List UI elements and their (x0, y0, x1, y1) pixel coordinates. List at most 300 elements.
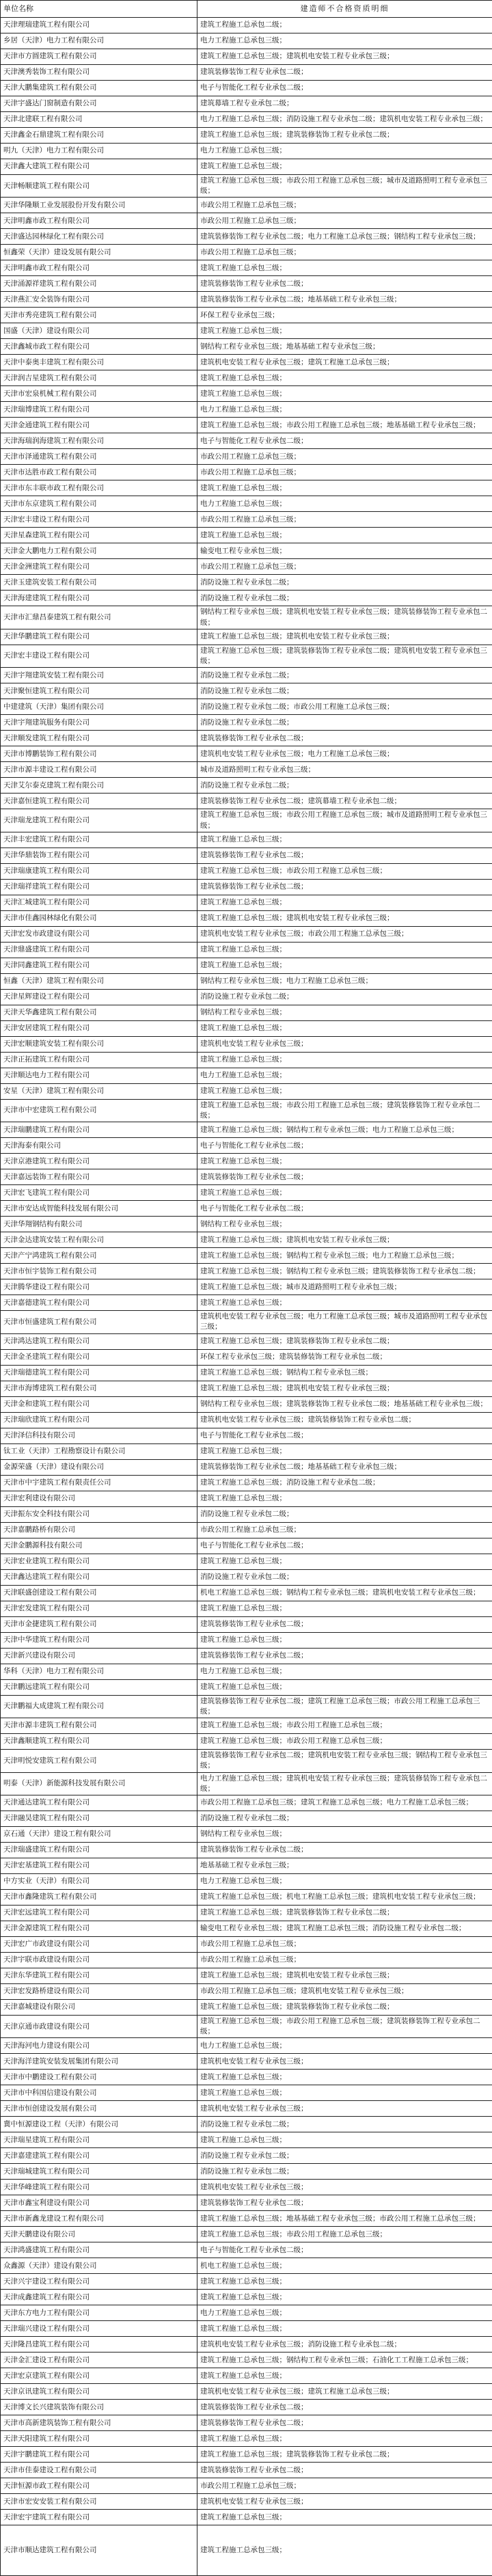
table-row (1, 2117, 492, 2132)
table-row (1, 2525, 492, 2576)
qualification-detail-cell: 建筑机电安装工程专业承包三级； (197, 2494, 492, 2510)
qualification-detail-cell: 建筑工程施工总承包三级； (197, 260, 492, 276)
table-row (1, 645, 492, 667)
qualification-detail-cell: 建筑装修装饰工程专业承包二级； (197, 2195, 492, 2211)
company-name-cell: 天津汇城建筑工程有限公司 (1, 895, 197, 910)
qualification-detail-cell: 建筑幕墙工程专业承包二级； (197, 96, 492, 112)
table-row (1, 1718, 492, 1734)
qualification-detail-cell: 输变电工程专业承包三级； (197, 543, 492, 559)
qualification-detail-cell: 建筑装修装饰工程专业承包二级； (197, 2415, 492, 2431)
company-name-cell: 国盛（天津）建设有限公司 (1, 323, 197, 339)
company-name-cell: 天津金达建筑安装工程有限公司 (1, 1232, 197, 1248)
table-row (1, 1554, 492, 1569)
table-row (1, 1295, 492, 1311)
table-row (1, 2494, 492, 2510)
qualification-detail-cell: 建筑工程施工总承包三级； (197, 1052, 492, 1068)
table-row (1, 2211, 492, 2227)
table-row (1, 213, 492, 229)
table-row (1, 794, 492, 809)
qualification-detail-cell: 建筑工程施工总承包三级；建筑装修装饰工程专业承包二级； (197, 2447, 492, 2463)
company-name-cell: 天津华鼎装饰工程有限公司 (1, 848, 197, 863)
table-row (1, 33, 492, 49)
company-name-cell: 天津金鹏源科技有限公司 (1, 1538, 197, 1554)
table-row (1, 2447, 492, 2463)
company-name-cell: 众鑫源（天津）建设有限公司 (1, 2258, 197, 2274)
table-row (1, 2227, 492, 2242)
table-row (1, 1679, 492, 1695)
company-name-cell: 天津成鑫建筑工程有限公司 (1, 2290, 197, 2305)
company-name-cell: 天津华鹏建筑工程有限公司 (1, 629, 197, 645)
company-name-cell: 天津市汇鼎昌泰建筑工程有限公司 (1, 606, 197, 629)
table-row (1, 1601, 492, 1616)
qualification-detail-cell: 建筑工程施工总承包三级； (197, 1154, 492, 1169)
table-row (1, 683, 492, 699)
qualification-detail-cell: 电子与智能化工程专业承包二级； (197, 1138, 492, 1154)
qualification-detail-cell: 电子与智能化工程专业承包二级； (197, 2242, 492, 2258)
table-row (1, 543, 492, 559)
table-row (1, 1036, 492, 1052)
table-row (1, 308, 492, 323)
company-name-cell: 天津北建联工程有限公司 (1, 112, 197, 128)
table-row (1, 848, 492, 863)
company-name-cell: 天津嘉城建设有限公司 (1, 1999, 197, 2015)
table-row (1, 1664, 492, 1679)
table-row (1, 879, 492, 895)
qualification-detail-cell: 建筑工程施工总承包三级； (197, 2510, 492, 2525)
qualification-detail-cell: 建筑工程施工总承包三级； (197, 1083, 492, 1099)
qualification-detail-cell: 建筑工程施工总承包三级；建筑装修装饰工程专业承包二级； (197, 1905, 492, 1921)
table-row (1, 245, 492, 260)
company-name-cell: 天津瑞星建筑工程有限公司 (1, 2132, 197, 2148)
company-name-cell: 天津宏发建筑工程有限公司 (1, 1601, 197, 1616)
qualification-detail-cell: 建筑装修装饰工程专业承包二级； (197, 731, 492, 746)
company-name-cell: 天津宏顺建筑安装工程有限公司 (1, 1036, 197, 1052)
qualification-detail-cell: 建筑装修装饰工程专业承包二级； (197, 1169, 492, 1185)
table-row (1, 1279, 492, 1295)
qualification-detail-cell: 电力工程施工总承包三级； (197, 1873, 492, 1889)
qualification-detail-cell: 消防设施工程专业承包二级； (197, 2148, 492, 2164)
qualification-detail-cell: 建筑工程施工总承包三级； (197, 2070, 492, 2085)
company-name-cell: 天津盛达园林绿化工程有限公司 (1, 229, 197, 245)
table-row (1, 1750, 492, 1772)
qualification-detail-cell: 建筑工程施工总承包三级；钢结构工程专业承包三级； (197, 1365, 492, 1381)
company-name-cell: 天津丰宏建筑工程有限公司 (1, 832, 197, 848)
table-row (1, 386, 492, 402)
company-name-cell: 恒鑫荣（天津）建设发展有限公司 (1, 245, 197, 260)
table-row (1, 731, 492, 746)
company-name-cell: 天津东华建筑工程有限公司 (1, 1968, 197, 1983)
table-row (1, 2258, 492, 2274)
qualification-detail-cell: 建筑工程施工总承包三级； (197, 2321, 492, 2337)
qualification-detail-cell: 建筑工程施工总承包三级； (197, 2274, 492, 2290)
company-name-cell: 天津涌源祥建筑工程有限公司 (1, 276, 197, 292)
table-row (1, 1201, 492, 1217)
qualification-detail-cell: 建筑工程施工总承包三级；建筑机电安装工程专业承包三级； (197, 1381, 492, 1396)
company-name-cell: 天津市恒宇装饰工程有限公司 (1, 1264, 197, 1279)
qualification-detail-cell: 钢结构工程专业承包三级；电力工程施工总承包三级； (197, 973, 492, 989)
table-row (1, 958, 492, 973)
qualification-detail-cell: 建筑装修装饰工程专业承包二级；地基基础工程专业承包三级； (197, 1459, 492, 1475)
company-name-cell: 天津正拓建筑工程有限公司 (1, 1052, 197, 1068)
qualification-detail-cell: 建筑工程施工总承包三级；建筑装修装饰工程专业承包二级；建筑机电安装工程专业承包三级； (197, 645, 492, 667)
company-name-cell: 天津宇盛达门窗制造有限公司 (1, 96, 197, 112)
company-name-cell: 天津宏发市政建设有限公司 (1, 926, 197, 942)
company-name-cell: 天津金源建筑工程有限公司 (1, 1921, 197, 1936)
company-name-cell: 天津市中科国信建设有限公司 (1, 2085, 197, 2101)
qualification-detail-cell: 输变电工程专业承包三级；建筑工程施工总承包三级；消防设施工程专业承包二级； (197, 1921, 492, 1936)
table-row (1, 989, 492, 1005)
company-name-cell: 天津大鹏集建筑工程有限公司 (1, 81, 197, 96)
qualification-detail-cell: 建筑装修装饰工程专业承包二级； (197, 879, 492, 895)
qualification-detail-cell: 消防设施工程专业承包二级； (197, 591, 492, 606)
qualification-detail-cell: 市政公用工程施工总承包三级； (197, 1936, 492, 1952)
table-row (1, 2148, 492, 2164)
table-row (1, 715, 492, 731)
qualification-detail-cell: 建筑工程施工总承包三级；建筑装修装饰工程专业承包二级； (197, 1333, 492, 1349)
qualification-detail-cell: 消防设施工程专业承包二级； (197, 778, 492, 794)
table-row (1, 1842, 492, 1858)
company-name-cell: 天津华隆顺工业发展股份开发有限公司 (1, 198, 197, 213)
qualification-detail-cell: 建筑机电安装工程专业承包三级； (197, 2180, 492, 2195)
table-row (1, 942, 492, 958)
company-name-cell: 天津瑞德建筑工程有限公司 (1, 1365, 197, 1381)
company-name-cell: 天津星森建筑工程有限公司 (1, 528, 197, 543)
company-name-cell: 天津聚恒建筑工程有限公司 (1, 683, 197, 699)
qualification-detail-cell: 建筑工程施工总承包二级； (197, 18, 492, 33)
table-row (1, 1538, 492, 1554)
company-name-cell: 天津宇翔建筑服务有限公司 (1, 715, 197, 731)
qualification-detail-cell: 建筑工程施工总承包三级； (197, 942, 492, 958)
table-row (1, 1952, 492, 1968)
qualification-detail-cell: 市政公用工程施工总承包三级； (197, 213, 492, 229)
company-name-cell: 天津澳秀装饰工程有限公司 (1, 65, 197, 81)
table-row (1, 1248, 492, 1264)
company-name-cell: 天津瑞盛建筑工程有限公司 (1, 1842, 197, 1858)
table-row (1, 1983, 492, 1999)
table-row (1, 323, 492, 339)
qualification-detail-cell: 市政公用工程施工总承包三级；建筑机电安装工程专业承包三级； (197, 1983, 492, 1999)
company-name-cell: 天津宏利建设有限公司 (1, 1491, 197, 1506)
qualification-detail-cell: 建筑机电安装工程专业承包三级；建筑工程施工总承包三级； (197, 355, 492, 370)
table-row (1, 1772, 492, 1795)
qualification-detail-cell: 消防设施工程专业承包二级； (197, 2164, 492, 2180)
table-row (1, 1428, 492, 1443)
qualification-detail-cell: 市政公用工程施工总承包三级； (197, 2478, 492, 2494)
company-name-cell: 天津市安达成智能科技发展有限公司 (1, 1201, 197, 1217)
company-name-cell: 天津海洋建筑安装发展集团有限公司 (1, 2054, 197, 2070)
table-row (1, 528, 492, 543)
company-name-cell: 天津腾华建设工程有限公司 (1, 1279, 197, 1295)
qualification-detail-cell: 电子与智能化工程专业承包二级； (197, 1538, 492, 1554)
company-name-cell: 天津安居建筑工程有限公司 (1, 1020, 197, 1036)
table-row (1, 926, 492, 942)
table-row (1, 1099, 492, 1122)
company-name-cell: 天津市鑫宝利建设有限公司 (1, 2195, 197, 2211)
company-name-cell: 天津市东京建筑工程有限公司 (1, 496, 197, 512)
company-name-cell: 天津宏飞建筑工程有限公司 (1, 1185, 197, 1201)
qualification-detail-cell: 建筑工程施工总承包三级；市政公用工程施工总承包三级；城市及道路照明工程专业承包三级； (197, 175, 492, 198)
qualification-detail-cell: 地基基础工程专业承包三级； (197, 1858, 492, 1873)
table-row (1, 606, 492, 629)
company-name-cell: 天津市秀亮建筑工程有限公司 (1, 308, 197, 323)
company-name-cell: 天津鼎盛建筑工程有限公司 (1, 942, 197, 958)
company-name-cell: 天津中华建筑工程有限公司 (1, 1632, 197, 1648)
qualification-detail-cell: 消防设施工程专业承包二级； (197, 668, 492, 683)
company-name-cell: 天津明悦安建筑工程有限公司 (1, 1750, 197, 1772)
company-name-cell: 天津瑞兴建设工程有限公司 (1, 2321, 197, 2337)
table-row (1, 2038, 492, 2054)
qualification-detail-cell: 建筑机电安装工程专业承包三级；电力工程施工总承包三级； (197, 746, 492, 762)
company-name-cell: 天津明鑫市政工程有限公司 (1, 260, 197, 276)
company-name-cell: 天津市东丰联市政工程有限公司 (1, 480, 197, 496)
qualification-detail-cell: 建筑工程施工总承包三级； (197, 2525, 492, 2576)
qualification-detail-cell: 消防设施工程专业承包二级； (197, 1811, 492, 1826)
company-name-cell: 天津市恒创建设发展有限公司 (1, 2101, 197, 2117)
qualification-detail-cell: 市政公用工程施工总承包三级； (197, 198, 492, 213)
qualification-detail-cell: 消防设施工程专业承包二级； (197, 1506, 492, 1522)
company-name-cell: 天津顺发建筑工程有限公司 (1, 731, 197, 746)
company-name-cell: 天津华峰建筑工程有限公司 (1, 2180, 197, 2195)
qualification-detail-cell: 电力工程施工总承包三级；建筑机电安装工程专业承包三级；建筑装修装饰工程专业承包二级； (197, 1772, 492, 1795)
company-name-cell: 天津市高新建筑装饰工程有限公司 (1, 2415, 197, 2431)
qualification-detail-cell: 建筑工程施工总承包三级；建筑机电安装工程专业承包三级； (197, 910, 492, 926)
table-row (1, 1349, 492, 1365)
company-name-cell: 中建建筑（天津）集团有限公司 (1, 699, 197, 715)
qualification-detail-cell: 建筑装修装饰工程专业承包二级； (197, 848, 492, 863)
table-row (1, 1569, 492, 1585)
company-name-cell: 天津畅顺建筑工程有限公司 (1, 175, 197, 198)
qualification-detail-cell: 城市及道路照明工程专业承包三级； (197, 762, 492, 778)
company-name-cell: 天津金洲建筑工程有限公司 (1, 559, 197, 575)
company-name-cell: 天津金汇建设工程有限公司 (1, 2353, 197, 2368)
company-name-cell: 金源荣盛（天津）建设有限公司 (1, 1459, 197, 1475)
company-name-cell: 天津华翔钢结构有限公司 (1, 1217, 197, 1232)
table-row (1, 1905, 492, 1921)
table-row (1, 1506, 492, 1522)
table-row (1, 1522, 492, 1538)
table-row (1, 128, 492, 144)
table-row (1, 2054, 492, 2070)
qualification-detail-cell: 市政公用工程施工总承包三级； (197, 449, 492, 465)
qualification-detail-cell: 钢结构工程专业承包三级；建筑机电安装工程专业承包三级；建筑装修装饰工程专业承包二级； (197, 606, 492, 629)
qualification-detail-cell: 建筑工程施工总承包三级； (197, 958, 492, 973)
table-row (1, 1616, 492, 1632)
company-name-cell: 天津博文长兴建筑装饰有限公司 (1, 2400, 197, 2415)
company-name-cell: 天津宏丰建设工程有限公司 (1, 645, 197, 667)
company-name-cell: 冀中恒源建设工程（天津）有限公司 (1, 2117, 197, 2132)
table-row (1, 2400, 492, 2415)
table-row (1, 895, 492, 910)
qualification-detail-cell: 建筑装修装饰工程专业承包二级；建筑工程施工总承包三级；市政公用工程施工总承包三级； (197, 1695, 492, 1718)
table-row (1, 355, 492, 370)
qualification-detail-cell: 钢结构工程专业承包三级； (197, 1217, 492, 1232)
company-name-cell: 天津市鑫隆建筑工程有限公司 (1, 1889, 197, 1905)
company-name-cell: 天津明鑫市政工程有限公司 (1, 213, 197, 229)
qualification-detail-cell: 建筑工程施工总承包三级； (197, 2085, 492, 2101)
company-name-cell: 天津海瑞润海建筑工程有限公司 (1, 433, 197, 449)
table-row (1, 112, 492, 128)
company-name-cell: 明泰（天津）新能源科技发展有限公司 (1, 1772, 197, 1795)
qualification-detail-cell: 市政公用工程施工总承包三级；建筑工程施工总承包三级；电力工程施工总承包三级； (197, 1795, 492, 1811)
company-name-cell: 天津市宏泉机械工程有限公司 (1, 386, 197, 402)
qualification-detail-cell: 建筑工程施工总承包三级；市政公用工程施工总承包三级； (197, 863, 492, 879)
table-row (1, 339, 492, 355)
table-row (1, 2070, 492, 2085)
qualification-detail-cell: 建筑工程施工总承包三级；市政公用工程施工总承包三级；建筑装修装饰工程专业承包二级； (197, 1099, 492, 1122)
table-row (1, 1169, 492, 1185)
table-row (1, 2195, 492, 2211)
qualification-detail-cell: 建筑工程施工总承包三级； (197, 895, 492, 910)
qualification-detail-cell: 建筑工程施工总承包三级；市政公用工程施工总承包三级； (197, 1734, 492, 1750)
table-row (1, 832, 492, 848)
qualification-detail-cell: 建筑装修装饰工程专业承包二级； (197, 276, 492, 292)
table-row (1, 1068, 492, 1083)
company-name-cell: 天津隆昌建筑工程有限公司 (1, 2337, 197, 2353)
table-row (1, 1858, 492, 1873)
table-row (1, 1459, 492, 1475)
table-row (1, 49, 492, 65)
table-row (1, 1795, 492, 1811)
qualification-detail-cell: 建筑工程施工总承包三级； (197, 2132, 492, 2148)
qualification-detail-cell: 建筑工程施工总承包三级；市政公用工程施工总承包三级；城市及道路照明工程专业承包三级； (197, 809, 492, 832)
qualification-detail-cell: 建筑机电安装工程专业承包三级；建筑工程施工总承包三级； (197, 2384, 492, 2400)
company-name-cell: 天津市新鑫龙建设工程有限公司 (1, 2211, 197, 2227)
qualification-detail-cell: 市政公用工程施工总承包三级； (197, 512, 492, 528)
table-row (1, 2368, 492, 2384)
table-row (1, 2305, 492, 2321)
table-row (1, 746, 492, 762)
table-row (1, 2510, 492, 2525)
table-row (1, 2415, 492, 2431)
table-row (1, 2384, 492, 2400)
qualification-detail-cell: 建筑装修装饰工程专业承包二级； (197, 65, 492, 81)
qualification-detail-cell: 建筑机电安装工程专业承包三级； (197, 2054, 492, 2070)
table-row (1, 778, 492, 794)
qualification-detail-cell: 建筑装修装饰工程专业承包二级；地基基础工程专业承包三级； (197, 292, 492, 308)
qualification-detail-cell: 电子与智能化工程专业承包二级； (197, 81, 492, 96)
company-name-cell: 天津鑫达建筑工程有限公司 (1, 1569, 197, 1585)
qualification-detail-cell: 建筑工程施工总承包三级；建筑装修装饰工程专业承包二级； (197, 128, 492, 144)
company-name-cell: 天津瑞康建筑工程有限公司 (1, 863, 197, 879)
table-row (1, 1648, 492, 1664)
header-unqualified-details: 建造师不合格资质明细 (197, 1, 492, 18)
company-name-cell: 天津宇翔建筑安装工程有限公司 (1, 668, 197, 683)
qualification-detail-cell: 建筑工程施工总承包三级； (197, 370, 492, 386)
table-row (1, 2242, 492, 2258)
table-row (1, 1264, 492, 1279)
company-name-cell: 安星（天津）建筑工程有限公司 (1, 1083, 197, 1099)
qualification-detail-cell: 钢结构工程专业承包三级； (197, 1826, 492, 1842)
company-name-cell: 天津鹏福大成建筑工程有限公司 (1, 1695, 197, 1718)
qualification-detail-cell: 市政公用工程施工总承包三级； (197, 245, 492, 260)
table-row (1, 449, 492, 465)
table-row (1, 699, 492, 715)
qualification-detail-cell: 建筑工程施工总承包三级；市政公用工程施工总承包三级；建筑装修装饰工程专业承包二级； (197, 2015, 492, 2037)
company-name-cell: 天津市达胜市政工程有限公司 (1, 465, 197, 480)
qualification-detail-cell: 建筑工程施工总承包三级； (197, 528, 492, 543)
company-name-cell: 天津鸿盛建筑工程有限公司 (1, 2242, 197, 2258)
table-row (1, 2101, 492, 2117)
qualification-detail-cell: 建筑工程施工总承包三级； (197, 2290, 492, 2305)
qualification-detail-cell: 建筑工程施工总承包三级； (197, 159, 492, 175)
qualification-detail-cell: 电子与智能化工程专业承包二级； (197, 1428, 492, 1443)
table-row (1, 809, 492, 832)
qualification-detail-cell: 钢结构工程专业承包三级； (197, 1005, 492, 1020)
company-name-cell: 天津宏广市政建设有限公司 (1, 1936, 197, 1952)
table-row (1, 2164, 492, 2180)
qualification-detail-cell: 建筑机电安装工程专业承包三级；市政公用工程施工总承包三级； (197, 926, 492, 942)
qualification-detail-cell: 建筑装修装饰工程专业承包二级； (197, 1648, 492, 1664)
table-body (1, 18, 492, 2576)
header-company-name: 单位名称 (1, 1, 197, 18)
table-row (1, 2015, 492, 2037)
company-name-cell: 天津顺达电力工程有限公司 (1, 1068, 197, 1083)
company-name-cell: 天津宏发路桥建设有限公司 (1, 1983, 197, 1999)
qualification-detail-cell: 建筑工程施工总承包三级； (197, 1020, 492, 1036)
company-name-cell: 天津市博鹏装饰工程有限公司 (1, 746, 197, 762)
company-name-cell: 天津鹏远建筑工程有限公司 (1, 1679, 197, 1695)
table-row (1, 2274, 492, 2290)
qualification-detail-cell: 建筑工程施工总承包三级； (197, 1295, 492, 1311)
company-name-cell: 天津京讯建筑工程有限公司 (1, 2384, 197, 2400)
table-row (1, 292, 492, 308)
company-name-cell: 天津市顺达建筑工程有限公司 (1, 2525, 197, 2576)
company-name-cell: 天津嘉远装饰工程有限公司 (1, 1169, 197, 1185)
company-name-cell: 天津兴宇建设工程有限公司 (1, 2274, 197, 2290)
table-header-row (1, 1, 492, 18)
table-row (1, 1185, 492, 1201)
company-name-cell: 中方实业（天津）有限公司 (1, 1873, 197, 1889)
company-name-cell: 天津市中鹏建设工程有限公司 (1, 2070, 197, 2085)
qualification-detail-cell: 建筑工程施工总承包三级；建筑机电安装工程专业承包三级； (197, 49, 492, 65)
table-row (1, 260, 492, 276)
company-name-cell: 天津市源丰建设工程有限公司 (1, 762, 197, 778)
qualification-detail-cell: 建筑工程施工总承包三级；建筑机电安装工程专业承包三级； (197, 629, 492, 645)
table-row (1, 973, 492, 989)
company-name-cell: 天津天华鑫建筑工程有限公司 (1, 1005, 197, 1020)
table-row (1, 1889, 492, 1905)
qualification-detail-cell: 建筑机电安装工程专业承包三级； (197, 2101, 492, 2117)
table-row (1, 1217, 492, 1232)
company-name-cell: 天津鑫金石鼎建筑工程有限公司 (1, 128, 197, 144)
qualification-detail-cell: 建筑装修装饰工程专业承包二级； (197, 1842, 492, 1858)
qualification-detail-cell: 建筑工程施工总承包三级； (197, 1632, 492, 1648)
qualification-detail-cell: 消防设施工程专业承包二级； (197, 683, 492, 699)
table-row (1, 276, 492, 292)
qualification-detail-cell: 市政公用工程施工总承包三级； (197, 1952, 492, 1968)
company-name-cell: 天津市恒盛建筑工程有限公司 (1, 1311, 197, 1333)
qualification-detail-cell: 建筑机电安装工程专业承包三级；建筑装修装饰工程专业承包二级； (197, 1412, 492, 1428)
company-name-cell: 天津联盛创建设工程有限公司 (1, 1585, 197, 1601)
table-row (1, 1491, 492, 1506)
qualification-detail-cell: 建筑工程施工总承包三级； (197, 2368, 492, 2384)
company-name-cell: 天津市泽通建筑工程有限公司 (1, 449, 197, 465)
table-row (1, 1734, 492, 1750)
table-row (1, 2478, 492, 2494)
qualification-detail-cell: 建筑工程施工总承包三级；市政公用工程施工总承包三级； (197, 2227, 492, 2242)
table-row (1, 159, 492, 175)
qualification-detail-cell: 市政公用工程施工总承包三级； (197, 559, 492, 575)
table-row (1, 1381, 492, 1396)
company-name-cell: 天津瑞城建筑工程有限公司 (1, 2164, 197, 2180)
company-name-cell: 天津嘉德建筑工程有限公司 (1, 1295, 197, 1311)
qualification-detail-cell: 电子与智能化工程专业承包二级； (197, 433, 492, 449)
company-name-cell: 天津市佳鑫园林绿化有限公司 (1, 910, 197, 926)
table-row (1, 1968, 492, 1983)
company-name-cell: 天津宏基建筑工程有限公司 (1, 1858, 197, 1873)
qualification-detail-cell: 钢结构工程专业承包三级；地基基础工程专业承包三级； (197, 339, 492, 355)
qualification-detail-cell: 建筑装修装饰工程专业承包二级；电力工程施工总承包三级；钢结构工程专业承包三级； (197, 229, 492, 245)
